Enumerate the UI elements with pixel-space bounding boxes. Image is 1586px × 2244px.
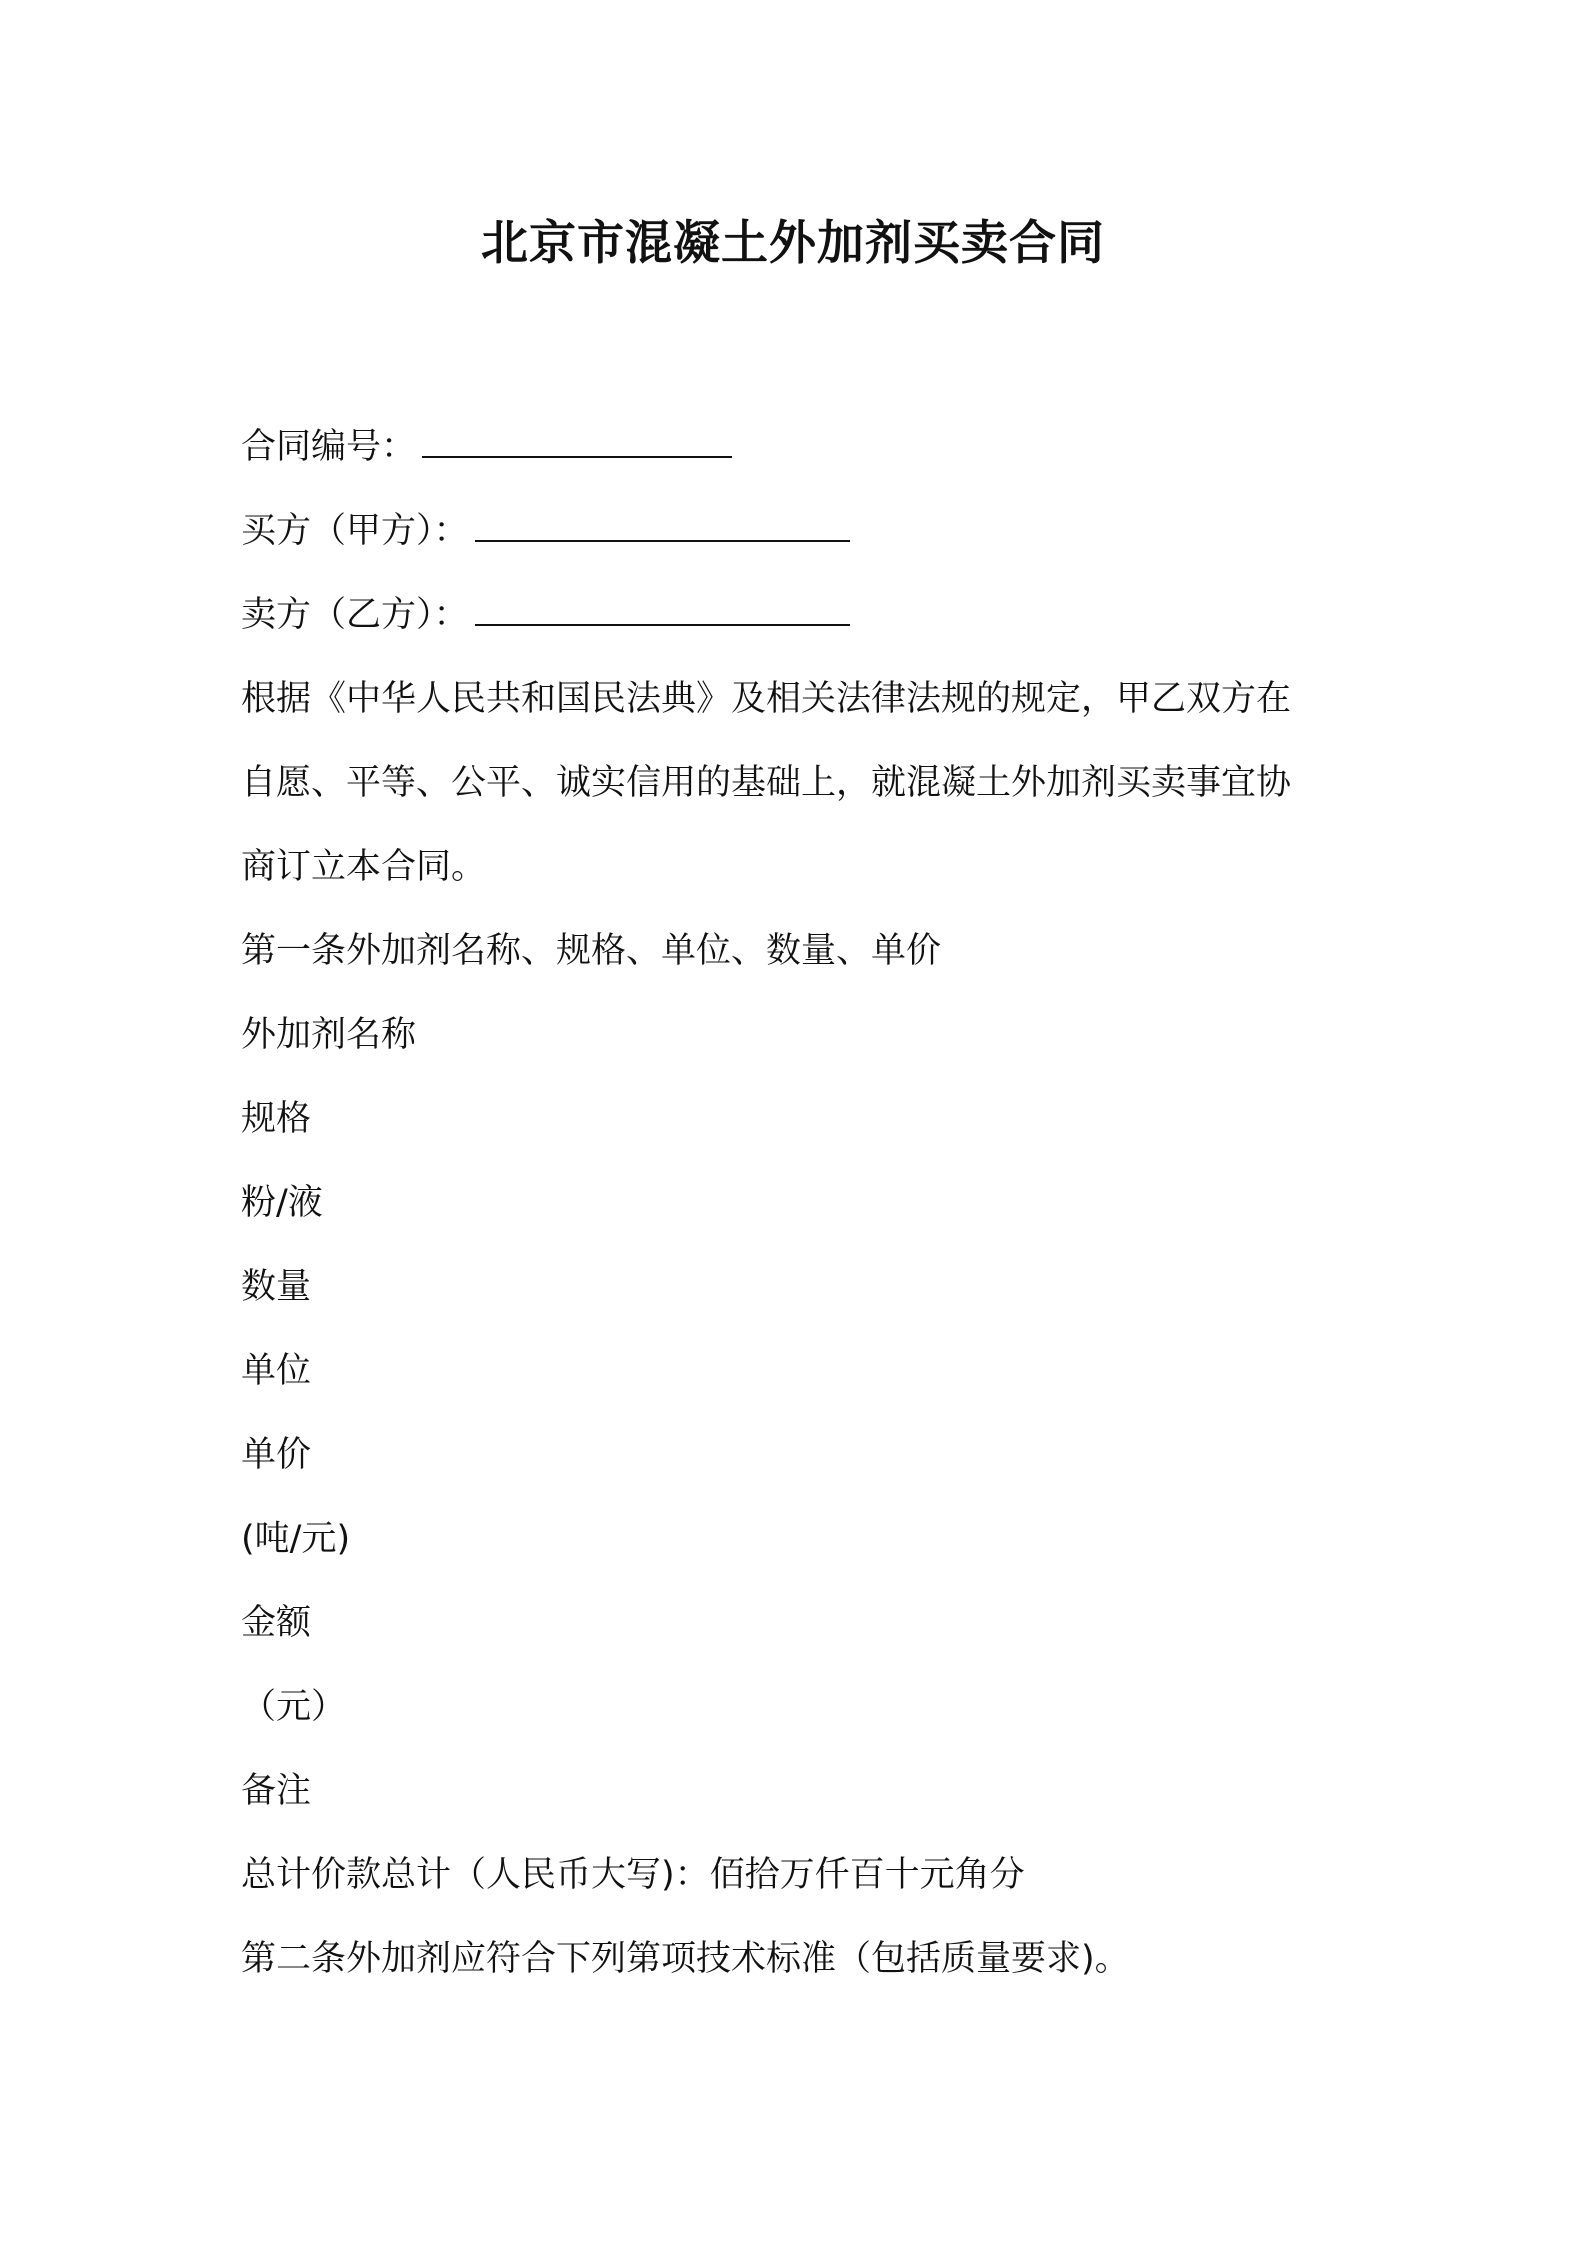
article-2-heading: 第二条外加剂应符合下列第项技术标准（包括质量要求)。 (241, 1939, 1130, 1979)
document-title: 北京市混凝土外加剂买卖合同 (481, 216, 1105, 271)
contract-number-line (241, 405, 1361, 489)
seller-blank (475, 580, 850, 626)
preamble-line: 自愿、平等、公平、诚实信用的基础上，就混凝土外加剂买卖事宜协 (241, 763, 1292, 803)
field-amount: 金额 (241, 1603, 312, 1643)
preamble-line: 商订立本合同。 (241, 847, 487, 887)
article-1-heading: 第一条外加剂名称、规格、单位、数量、单价 (241, 931, 942, 971)
field-quantity: 数量 (241, 1267, 312, 1307)
contract-number-label: 合同编号： (241, 427, 417, 467)
field-amount-unit: （元） (241, 1687, 347, 1727)
field-admixture-name: 外加剂名称 (241, 1015, 417, 1055)
field-unit-price: 单价 (241, 1435, 312, 1475)
field-spec: 规格 (241, 1099, 312, 1139)
preamble-line: 根据《中华人民共和国民法典》及相关法律法规的规定，甲乙双方在 (241, 679, 1292, 719)
contract-number-blank (422, 412, 732, 458)
field-remarks: 备注 (241, 1771, 312, 1811)
field-unit-price-unit: (吨/元) (241, 1519, 351, 1559)
seller-label: 卖方（乙方）： (241, 595, 469, 635)
seller-line (241, 573, 1361, 657)
field-form: 粉/液 (241, 1183, 323, 1223)
buyer-blank (475, 496, 850, 542)
buyer-label: 买方（甲方）： (241, 511, 469, 551)
buyer-line (241, 489, 1361, 573)
field-unit: 单位 (241, 1351, 312, 1391)
total-price-line: 总计价款总计（人民币大写)：佰拾万仟百十元角分 (241, 1855, 1025, 1895)
document-body (241, 405, 1361, 2001)
